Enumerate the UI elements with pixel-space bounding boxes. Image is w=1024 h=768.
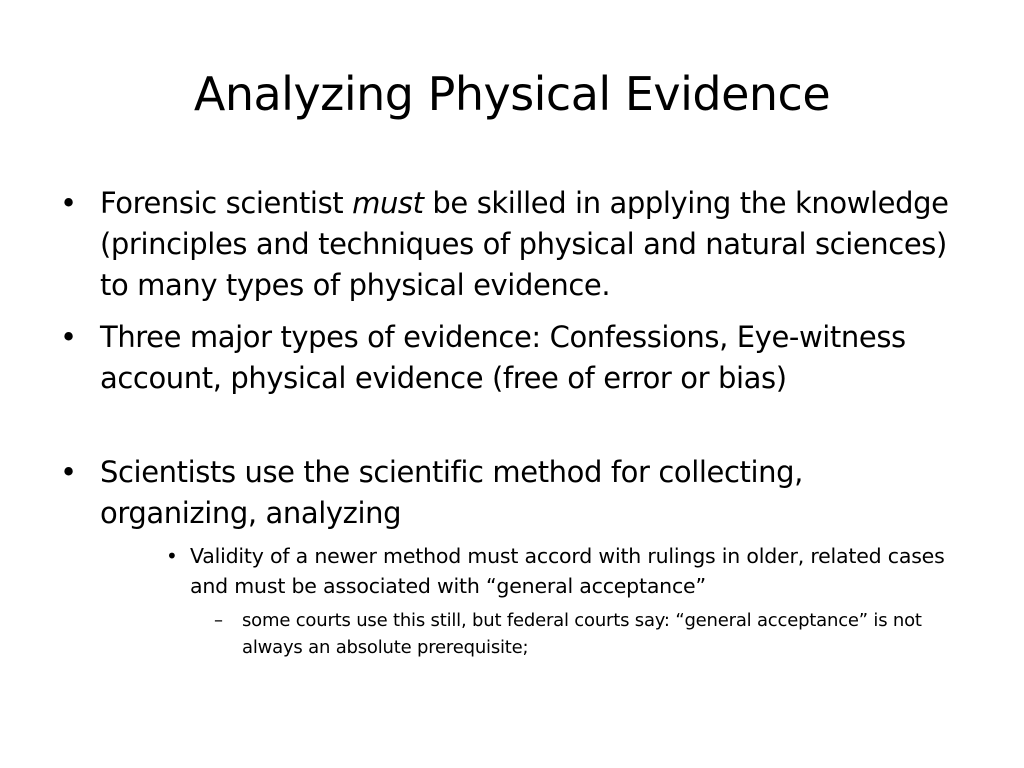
slide-title: Analyzing Physical Evidence (193, 67, 831, 121)
bullet-text-end: be skilled in applying the knowledge (principles and techniques of physical and natural sciences) to many types of physical evidence. (100, 186, 949, 302)
bullet-marker: • (60, 186, 78, 220)
sub-sub-bullet-courts: some courts use this still, but federal courts say: “general acceptance” is not always an absolute prerequisite; (242, 610, 922, 658)
bullet-marker: • (60, 320, 78, 354)
bullet-marker: • (60, 455, 78, 489)
sub-bullet-marker: • (166, 544, 178, 568)
emphasis-must: must (352, 186, 424, 220)
dash-marker: – (214, 610, 223, 631)
bullet-item-evidence-types: Three major types of evidence: Confessions, Eye-witness account, physical evidence (free of error or bias) (100, 320, 906, 395)
bullet-item-scientific-method: Scientists use the scientific method for collecting, organizing, analyzing (100, 455, 803, 530)
bullet-item-forensic-scientist (100, 183, 960, 306)
sub-bullet-validity: Validity of a newer method must accord with rulings in older, related cases and must be associated with “general acceptance” (190, 544, 945, 598)
bullet-text-start: Forensic scientist (100, 186, 353, 220)
